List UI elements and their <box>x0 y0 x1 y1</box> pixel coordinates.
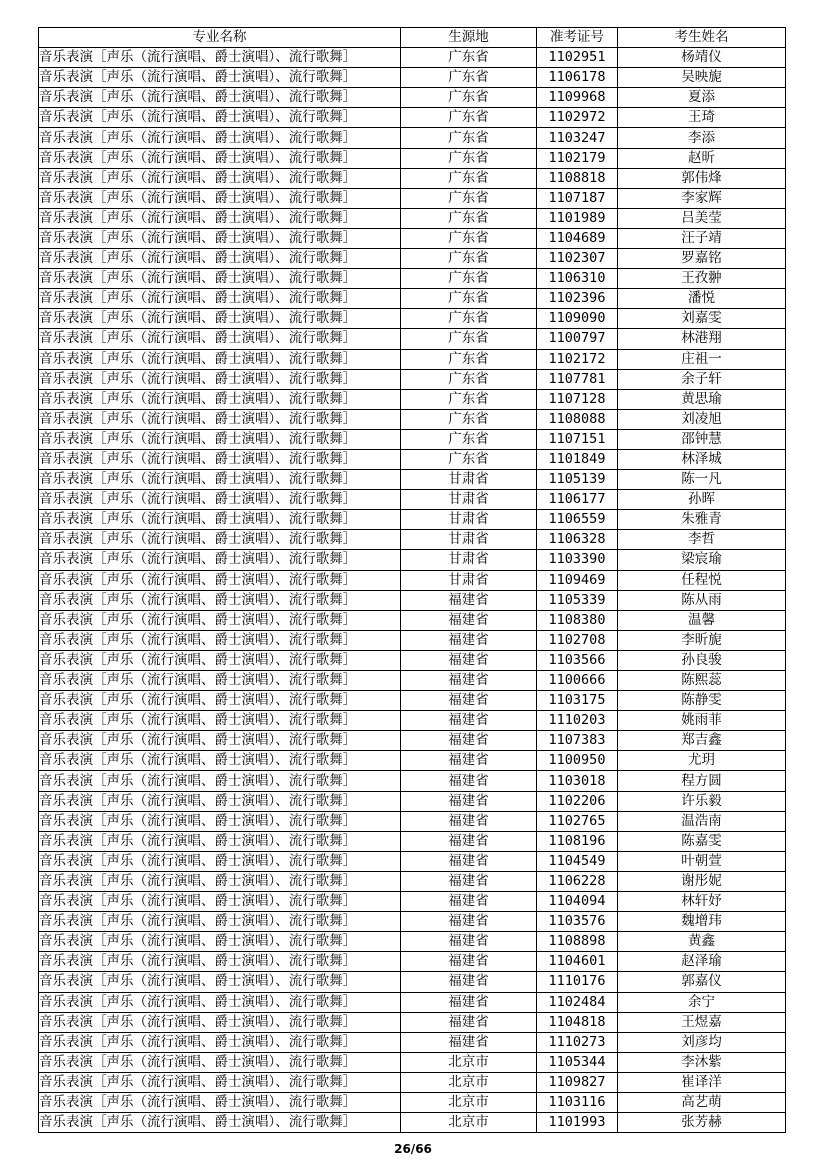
cell-origin: 福建省 <box>401 892 537 912</box>
cell-exam-id: 1103566 <box>537 650 618 670</box>
cell-major: 音乐表演［声乐（流行演唱、爵士演唱）、流行歌舞］ <box>39 630 401 650</box>
table-row <box>39 851 786 871</box>
cell-exam-id: 1101989 <box>537 208 618 228</box>
cell-origin: 广东省 <box>401 269 537 289</box>
table-row <box>39 892 786 912</box>
table-row <box>39 88 786 108</box>
cell-origin: 北京市 <box>401 1113 537 1133</box>
cell-origin: 甘肃省 <box>401 470 537 490</box>
table-row <box>39 550 786 570</box>
cell-student-name: 余宁 <box>618 992 786 1012</box>
cell-exam-id: 1106178 <box>537 68 618 88</box>
cell-student-name: 林泽城 <box>618 449 786 469</box>
cell-origin: 甘肃省 <box>401 550 537 570</box>
cell-exam-id: 1106310 <box>537 269 618 289</box>
cell-student-name: 刘嘉雯 <box>618 309 786 329</box>
cell-exam-id: 1107781 <box>537 369 618 389</box>
cell-major: 音乐表演［声乐（流行演唱、爵士演唱）、流行歌舞］ <box>39 108 401 128</box>
cell-student-name: 魏增玮 <box>618 912 786 932</box>
cell-student-name: 李家辉 <box>618 188 786 208</box>
cell-exam-id: 1109968 <box>537 88 618 108</box>
cell-student-name: 李哲 <box>618 530 786 550</box>
table-row <box>39 711 786 731</box>
cell-origin: 北京市 <box>401 1092 537 1112</box>
cell-exam-id: 1104601 <box>537 952 618 972</box>
cell-exam-id: 1108380 <box>537 610 618 630</box>
table-row <box>39 228 786 248</box>
table-row <box>39 48 786 68</box>
cell-origin: 甘肃省 <box>401 510 537 530</box>
table-row <box>39 168 786 188</box>
header-exam-id: 准考证号 <box>537 28 618 48</box>
cell-major: 音乐表演［声乐（流行演唱、爵士演唱）、流行歌舞］ <box>39 269 401 289</box>
cell-major: 音乐表演［声乐（流行演唱、爵士演唱）、流行歌舞］ <box>39 48 401 68</box>
cell-major: 音乐表演［声乐（流行演唱、爵士演唱）、流行歌舞］ <box>39 590 401 610</box>
table-row <box>39 952 786 972</box>
cell-exam-id: 1106328 <box>537 530 618 550</box>
table-row <box>39 1113 786 1133</box>
cell-origin: 广东省 <box>401 329 537 349</box>
header-student-name: 考生姓名 <box>618 28 786 48</box>
cell-student-name: 王孜翀 <box>618 269 786 289</box>
cell-origin: 广东省 <box>401 409 537 429</box>
cell-major: 音乐表演［声乐（流行演唱、爵士演唱）、流行歌舞］ <box>39 570 401 590</box>
cell-student-name: 陈静雯 <box>618 691 786 711</box>
cell-origin: 甘肃省 <box>401 570 537 590</box>
cell-major: 音乐表演［声乐（流行演唱、爵士演唱）、流行歌舞］ <box>39 470 401 490</box>
table-row <box>39 590 786 610</box>
cell-exam-id: 1108196 <box>537 831 618 851</box>
cell-major: 音乐表演［声乐（流行演唱、爵士演唱）、流行歌舞］ <box>39 550 401 570</box>
cell-exam-id: 1106228 <box>537 871 618 891</box>
cell-student-name: 黄鑫 <box>618 932 786 952</box>
cell-student-name: 赵泽瑜 <box>618 952 786 972</box>
table-row <box>39 972 786 992</box>
cell-student-name: 潘悦 <box>618 289 786 309</box>
table-row <box>39 68 786 88</box>
cell-exam-id: 1102307 <box>537 249 618 269</box>
cell-origin: 广东省 <box>401 289 537 309</box>
cell-origin: 福建省 <box>401 771 537 791</box>
cell-exam-id: 1109090 <box>537 309 618 329</box>
cell-student-name: 李昕旎 <box>618 630 786 650</box>
cell-student-name: 尤玥 <box>618 751 786 771</box>
cell-major: 音乐表演［声乐（流行演唱、爵士演唱）、流行歌舞］ <box>39 610 401 630</box>
cell-origin: 福建省 <box>401 831 537 851</box>
cell-major: 音乐表演［声乐（流行演唱、爵士演唱）、流行歌舞］ <box>39 389 401 409</box>
cell-origin: 福建省 <box>401 952 537 972</box>
cell-exam-id: 1106559 <box>537 510 618 530</box>
cell-major: 音乐表演［声乐（流行演唱、爵士演唱）、流行歌舞］ <box>39 490 401 510</box>
cell-major: 音乐表演［声乐（流行演唱、爵士演唱）、流行歌舞］ <box>39 1032 401 1052</box>
cell-exam-id: 1104549 <box>537 851 618 871</box>
cell-exam-id: 1110176 <box>537 972 618 992</box>
cell-student-name: 李添 <box>618 128 786 148</box>
table-row <box>39 510 786 530</box>
cell-origin: 福建省 <box>401 871 537 891</box>
candidate-table <box>38 27 786 1133</box>
table-row <box>39 389 786 409</box>
cell-student-name: 叶朝萱 <box>618 851 786 871</box>
cell-origin: 北京市 <box>401 1052 537 1072</box>
cell-exam-id: 1102179 <box>537 148 618 168</box>
cell-major: 音乐表演［声乐（流行演唱、爵士演唱）、流行歌舞］ <box>39 409 401 429</box>
cell-origin: 广东省 <box>401 108 537 128</box>
cell-major: 音乐表演［声乐（流行演唱、爵士演唱）、流行歌舞］ <box>39 992 401 1012</box>
cell-student-name: 郑吉鑫 <box>618 731 786 751</box>
cell-exam-id: 1101993 <box>537 1113 618 1133</box>
cell-major: 音乐表演［声乐（流行演唱、爵士演唱）、流行歌舞］ <box>39 510 401 530</box>
table-row <box>39 570 786 590</box>
cell-exam-id: 1104818 <box>537 1012 618 1032</box>
cell-major: 音乐表演［声乐（流行演唱、爵士演唱）、流行歌舞］ <box>39 851 401 871</box>
cell-origin: 福建省 <box>401 791 537 811</box>
cell-major: 音乐表演［声乐（流行演唱、爵士演唱）、流行歌舞］ <box>39 188 401 208</box>
table-row <box>39 369 786 389</box>
cell-major: 音乐表演［声乐（流行演唱、爵士演唱）、流行歌舞］ <box>39 751 401 771</box>
table-row <box>39 630 786 650</box>
table-row <box>39 771 786 791</box>
cell-student-name: 程方圆 <box>618 771 786 791</box>
cell-origin: 广东省 <box>401 48 537 68</box>
cell-exam-id: 1110273 <box>537 1032 618 1052</box>
cell-exam-id: 1102972 <box>537 108 618 128</box>
cell-student-name: 汪子靖 <box>618 228 786 248</box>
cell-student-name: 温浩南 <box>618 811 786 831</box>
cell-origin: 广东省 <box>401 88 537 108</box>
cell-student-name: 崔译洋 <box>618 1072 786 1092</box>
cell-exam-id: 1102206 <box>537 791 618 811</box>
cell-student-name: 林港翔 <box>618 329 786 349</box>
cell-major: 音乐表演［声乐（流行演唱、爵士演唱）、流行歌舞］ <box>39 88 401 108</box>
table-row <box>39 490 786 510</box>
cell-student-name: 郭嘉仪 <box>618 972 786 992</box>
cell-origin: 福建省 <box>401 811 537 831</box>
table-row <box>39 610 786 630</box>
cell-origin: 广东省 <box>401 168 537 188</box>
cell-major: 音乐表演［声乐（流行演唱、爵士演唱）、流行歌舞］ <box>39 650 401 670</box>
table-row <box>39 429 786 449</box>
cell-origin: 福建省 <box>401 590 537 610</box>
cell-origin: 广东省 <box>401 128 537 148</box>
table-row <box>39 691 786 711</box>
cell-origin: 广东省 <box>401 369 537 389</box>
cell-major: 音乐表演［声乐（流行演唱、爵士演唱）、流行歌舞］ <box>39 1012 401 1032</box>
cell-student-name: 邵钟慧 <box>618 429 786 449</box>
table-row <box>39 1032 786 1052</box>
table-row <box>39 128 786 148</box>
table-row <box>39 671 786 691</box>
table-row <box>39 108 786 128</box>
cell-student-name: 杨靖仪 <box>618 48 786 68</box>
table-row <box>39 791 786 811</box>
cell-origin: 广东省 <box>401 309 537 329</box>
cell-origin: 福建省 <box>401 932 537 952</box>
table-row <box>39 530 786 550</box>
table-row <box>39 309 786 329</box>
cell-origin: 福建省 <box>401 992 537 1012</box>
table-row <box>39 871 786 891</box>
table-row <box>39 249 786 269</box>
cell-student-name: 温馨 <box>618 610 786 630</box>
cell-origin: 广东省 <box>401 389 537 409</box>
cell-student-name: 刘彦均 <box>618 1032 786 1052</box>
cell-major: 音乐表演［声乐（流行演唱、爵士演唱）、流行歌舞］ <box>39 771 401 791</box>
cell-exam-id: 1103247 <box>537 128 618 148</box>
cell-student-name: 赵昕 <box>618 148 786 168</box>
cell-origin: 甘肃省 <box>401 530 537 550</box>
cell-student-name: 任程悦 <box>618 570 786 590</box>
cell-origin: 广东省 <box>401 249 537 269</box>
cell-exam-id: 1104094 <box>537 892 618 912</box>
cell-student-name: 陈熙蕊 <box>618 671 786 691</box>
table-row <box>39 188 786 208</box>
table-row <box>39 208 786 228</box>
cell-exam-id: 1103018 <box>537 771 618 791</box>
cell-exam-id: 1110203 <box>537 711 618 731</box>
cell-student-name: 王琦 <box>618 108 786 128</box>
table-row <box>39 289 786 309</box>
cell-student-name: 余子轩 <box>618 369 786 389</box>
cell-major: 音乐表演［声乐（流行演唱、爵士演唱）、流行歌舞］ <box>39 892 401 912</box>
cell-exam-id: 1109827 <box>537 1072 618 1092</box>
cell-major: 音乐表演［声乐（流行演唱、爵士演唱）、流行歌舞］ <box>39 731 401 751</box>
cell-exam-id: 1100950 <box>537 751 618 771</box>
cell-student-name: 郭伟烽 <box>618 168 786 188</box>
table-row <box>39 650 786 670</box>
table-row <box>39 329 786 349</box>
cell-major: 音乐表演［声乐（流行演唱、爵士演唱）、流行歌舞］ <box>39 972 401 992</box>
cell-major: 音乐表演［声乐（流行演唱、爵士演唱）、流行歌舞］ <box>39 811 401 831</box>
cell-major: 音乐表演［声乐（流行演唱、爵士演唱）、流行歌舞］ <box>39 148 401 168</box>
cell-exam-id: 1108818 <box>537 168 618 188</box>
cell-student-name: 谢彤妮 <box>618 871 786 891</box>
cell-student-name: 陈嘉雯 <box>618 831 786 851</box>
cell-exam-id: 1102396 <box>537 289 618 309</box>
cell-origin: 福建省 <box>401 610 537 630</box>
table-row <box>39 751 786 771</box>
cell-origin: 福建省 <box>401 650 537 670</box>
cell-major: 音乐表演［声乐（流行演唱、爵士演唱）、流行歌舞］ <box>39 449 401 469</box>
header-origin: 生源地 <box>401 28 537 48</box>
cell-major: 音乐表演［声乐（流行演唱、爵士演唱）、流行歌舞］ <box>39 1072 401 1092</box>
cell-origin: 福建省 <box>401 751 537 771</box>
table-row <box>39 449 786 469</box>
cell-exam-id: 1108898 <box>537 932 618 952</box>
cell-major: 音乐表演［声乐（流行演唱、爵士演唱）、流行歌舞］ <box>39 932 401 952</box>
cell-student-name: 高艺萌 <box>618 1092 786 1112</box>
cell-exam-id: 1103576 <box>537 912 618 932</box>
cell-exam-id: 1108088 <box>537 409 618 429</box>
cell-origin: 福建省 <box>401 711 537 731</box>
cell-major: 音乐表演［声乐（流行演唱、爵士演唱）、流行歌舞］ <box>39 349 401 369</box>
cell-major: 音乐表演［声乐（流行演唱、爵士演唱）、流行歌舞］ <box>39 329 401 349</box>
cell-major: 音乐表演［声乐（流行演唱、爵士演唱）、流行歌舞］ <box>39 208 401 228</box>
cell-exam-id: 1103390 <box>537 550 618 570</box>
table-row <box>39 912 786 932</box>
cell-major: 音乐表演［声乐（流行演唱、爵士演唱）、流行歌舞］ <box>39 309 401 329</box>
cell-major: 音乐表演［声乐（流行演唱、爵士演唱）、流行歌舞］ <box>39 831 401 851</box>
cell-student-name: 孙良骏 <box>618 650 786 670</box>
cell-major: 音乐表演［声乐（流行演唱、爵士演唱）、流行歌舞］ <box>39 1052 401 1072</box>
cell-student-name: 夏添 <box>618 88 786 108</box>
table-body <box>39 48 786 1133</box>
cell-origin: 福建省 <box>401 671 537 691</box>
cell-origin: 广东省 <box>401 208 537 228</box>
cell-origin: 福建省 <box>401 1032 537 1052</box>
cell-major: 音乐表演［声乐（流行演唱、爵士演唱）、流行歌舞］ <box>39 168 401 188</box>
table-row <box>39 409 786 429</box>
cell-exam-id: 1102172 <box>537 349 618 369</box>
cell-origin: 福建省 <box>401 851 537 871</box>
cell-student-name: 许乐毅 <box>618 791 786 811</box>
table-row <box>39 731 786 751</box>
cell-major: 音乐表演［声乐（流行演唱、爵士演唱）、流行歌舞］ <box>39 530 401 550</box>
header-major: 专业名称 <box>39 28 401 48</box>
cell-exam-id: 1106177 <box>537 490 618 510</box>
cell-student-name: 吕美莹 <box>618 208 786 228</box>
cell-origin: 广东省 <box>401 349 537 369</box>
cell-major: 音乐表演［声乐（流行演唱、爵士演唱）、流行歌舞］ <box>39 871 401 891</box>
cell-origin: 福建省 <box>401 691 537 711</box>
cell-origin: 广东省 <box>401 228 537 248</box>
cell-major: 音乐表演［声乐（流行演唱、爵士演唱）、流行歌舞］ <box>39 68 401 88</box>
cell-exam-id: 1102765 <box>537 811 618 831</box>
cell-student-name: 王煜嘉 <box>618 1012 786 1032</box>
cell-exam-id: 1107128 <box>537 389 618 409</box>
cell-origin: 广东省 <box>401 148 537 168</box>
cell-student-name: 庄祖一 <box>618 349 786 369</box>
table-row <box>39 992 786 1012</box>
cell-major: 音乐表演［声乐（流行演唱、爵士演唱）、流行歌舞］ <box>39 369 401 389</box>
cell-student-name: 罗嘉铭 <box>618 249 786 269</box>
cell-major: 音乐表演［声乐（流行演唱、爵士演唱）、流行歌舞］ <box>39 671 401 691</box>
cell-origin: 广东省 <box>401 68 537 88</box>
cell-student-name: 吴映旎 <box>618 68 786 88</box>
cell-origin: 广东省 <box>401 449 537 469</box>
cell-major: 音乐表演［声乐（流行演唱、爵士演唱）、流行歌舞］ <box>39 289 401 309</box>
cell-exam-id: 1107151 <box>537 429 618 449</box>
cell-student-name: 孙晖 <box>618 490 786 510</box>
cell-exam-id: 1102951 <box>537 48 618 68</box>
table-row <box>39 1092 786 1112</box>
cell-origin: 福建省 <box>401 630 537 650</box>
table-row <box>39 349 786 369</box>
table-row <box>39 148 786 168</box>
cell-origin: 北京市 <box>401 1072 537 1092</box>
cell-origin: 福建省 <box>401 1012 537 1032</box>
cell-origin: 广东省 <box>401 429 537 449</box>
table-row <box>39 470 786 490</box>
cell-origin: 福建省 <box>401 912 537 932</box>
cell-exam-id: 1105339 <box>537 590 618 610</box>
cell-exam-id: 1102708 <box>537 630 618 650</box>
cell-exam-id: 1105344 <box>537 1052 618 1072</box>
cell-exam-id: 1107187 <box>537 188 618 208</box>
cell-student-name: 陈从雨 <box>618 590 786 610</box>
cell-student-name: 林轩妤 <box>618 892 786 912</box>
cell-major: 音乐表演［声乐（流行演唱、爵士演唱）、流行歌舞］ <box>39 128 401 148</box>
cell-exam-id: 1102484 <box>537 992 618 1012</box>
table-row <box>39 269 786 289</box>
cell-major: 音乐表演［声乐（流行演唱、爵士演唱）、流行歌舞］ <box>39 691 401 711</box>
cell-student-name: 陈一凡 <box>618 470 786 490</box>
cell-student-name: 姚雨菲 <box>618 711 786 731</box>
cell-origin: 福建省 <box>401 972 537 992</box>
cell-student-name: 朱雅青 <box>618 510 786 530</box>
table-row <box>39 1072 786 1092</box>
page-number: 26/66 <box>394 1142 432 1156</box>
cell-exam-id: 1104689 <box>537 228 618 248</box>
cell-major: 音乐表演［声乐（流行演唱、爵士演唱）、流行歌舞］ <box>39 711 401 731</box>
table-row <box>39 831 786 851</box>
table-row <box>39 1012 786 1032</box>
cell-exam-id: 1103116 <box>537 1092 618 1112</box>
cell-origin: 福建省 <box>401 731 537 751</box>
table-row <box>39 932 786 952</box>
cell-origin: 广东省 <box>401 188 537 208</box>
cell-major: 音乐表演［声乐（流行演唱、爵士演唱）、流行歌舞］ <box>39 249 401 269</box>
cell-major: 音乐表演［声乐（流行演唱、爵士演唱）、流行歌舞］ <box>39 1092 401 1112</box>
cell-student-name: 黄思瑜 <box>618 389 786 409</box>
cell-exam-id: 1105139 <box>537 470 618 490</box>
cell-major: 音乐表演［声乐（流行演唱、爵士演唱）、流行歌舞］ <box>39 952 401 972</box>
cell-major: 音乐表演［声乐（流行演唱、爵士演唱）、流行歌舞］ <box>39 429 401 449</box>
cell-exam-id: 1109469 <box>537 570 618 590</box>
cell-exam-id: 1107383 <box>537 731 618 751</box>
cell-student-name: 李沐紫 <box>618 1052 786 1072</box>
header-row <box>39 28 786 48</box>
cell-major: 音乐表演［声乐（流行演唱、爵士演唱）、流行歌舞］ <box>39 912 401 932</box>
cell-exam-id: 1100797 <box>537 329 618 349</box>
cell-major: 音乐表演［声乐（流行演唱、爵士演唱）、流行歌舞］ <box>39 1113 401 1133</box>
cell-exam-id: 1103175 <box>537 691 618 711</box>
table-row <box>39 811 786 831</box>
cell-origin: 甘肃省 <box>401 490 537 510</box>
cell-student-name: 刘凌旭 <box>618 409 786 429</box>
cell-student-name: 梁宸瑜 <box>618 550 786 570</box>
cell-major: 音乐表演［声乐（流行演唱、爵士演唱）、流行歌舞］ <box>39 791 401 811</box>
cell-exam-id: 1100666 <box>537 671 618 691</box>
table-row <box>39 1052 786 1072</box>
cell-exam-id: 1101849 <box>537 449 618 469</box>
cell-student-name: 张芳赫 <box>618 1113 786 1133</box>
cell-major: 音乐表演［声乐（流行演唱、爵士演唱）、流行歌舞］ <box>39 228 401 248</box>
